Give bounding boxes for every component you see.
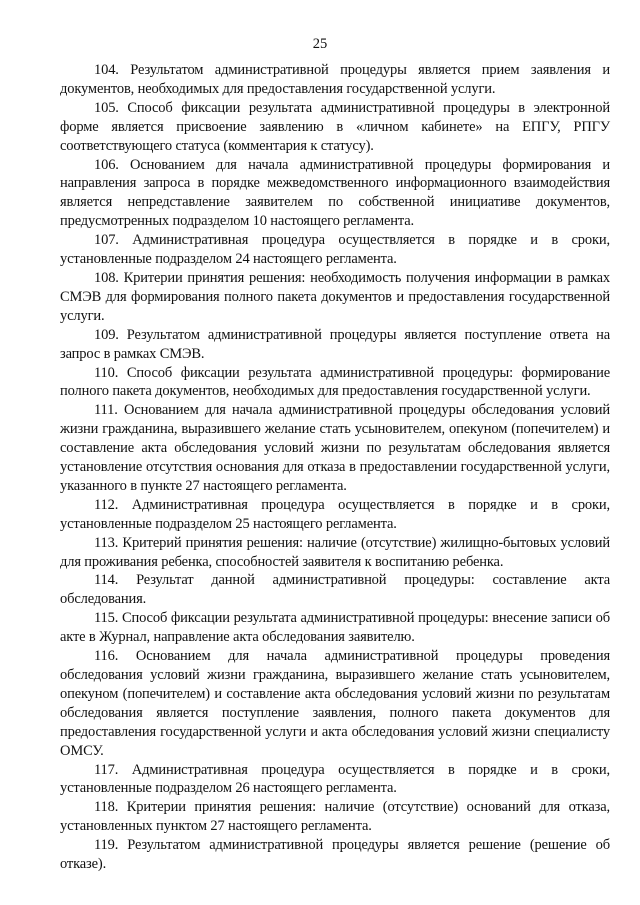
paragraph-109: 109. Результатом административной процедуры является поступление ответа на запрос в рамках СМЭВ. [60,326,610,362]
paragraph-108: 108. Критерии принятия решения: необходимость получения информации в рамках СМЭВ для формирования полного пакета документов и предоставления государственной услуги. [60,269,610,324]
document-body [60,61,610,874]
paragraph-119: 119. Результатом административной процедуры является решение (решение об отказе). [60,837,610,873]
paragraph-113: 113. Критерий принятия решения: наличие (отсутствие) жилищно-бытовых условий для проживания ребенка, способностей заявителя к воспитанию ребенка. [60,534,610,570]
paragraph-115: 115. Способ фиксации результата административной процедуры: внесение записи об акте в Журнал, направление акта обследования заявителю. [60,610,610,646]
paragraph-104: 104. Результатом административной процедуры является прием заявления и документов, необходимых для предоставления государственной услуги. [60,62,610,97]
paragraph-105: 105. Способ фиксации результата административной процедуры в электронной форме является присвоение заявлению в «личном кабинете» на ЕПГУ, РПГУ соответствующего статуса (комментария к статусу). [60,99,610,154]
paragraph-116: 116. Основанием для начала административной процедуры проведения обследования условий жизни гражданина, выразившего желание стать усыновителем, опекуном (попечителем) и составление акта обследования условий жизни по результатам обследования является поступление заявления, полного пакета документов для предоставления государственной услуги и акта обследования условий жизни специалисту ОМСУ. [60,648,610,759]
paragraph-114: 114. Результат данной административной процедуры: составление акта обследования. [60,572,610,608]
paragraph-106: 106. Основанием для начала административной процедуры формирования и направления запроса в порядке межведомственного информационного взаимодействия является непредставление заявителем по собственной инициативе документов, предусмотренных подразделом 10 настоящего регламента. [60,156,610,230]
paragraph-111: 111. Основанием для начала административной процедуры обследования условий жизни гражданина, выразившего желание стать усыновителем, опекуном (попечителем) и составление акта обследования условий жизни по результатам обследования является установление отсутствия основания для отказа в предоставлении государственной услуги, указанного в пункте 27 настоящего регламента. [60,402,610,494]
paragraph-112: 112. Административная процедура осуществляется в порядке и в сроки, установленные подразделом 25 настоящего регламента. [60,496,610,532]
paragraph-107: 107. Административная процедура осуществляется в порядке и в сроки, установленные подразделом 24 настоящего регламента. [60,232,610,268]
paragraph-110: 110. Способ фиксации результата административной процедуры: формирование полного пакета документов, необходимых для предоставления государственной услуги. [60,364,610,400]
paragraph-118: 118. Критерии принятия решения: наличие (отсутствие) оснований для отказа, установленных пунктом 27 настоящего регламента. [60,799,610,835]
page-number: 25 [312,36,328,52]
paragraph-117: 117. Административная процедура осуществляется в порядке и в сроки, установленные подразделом 26 настоящего регламента. [60,761,610,797]
